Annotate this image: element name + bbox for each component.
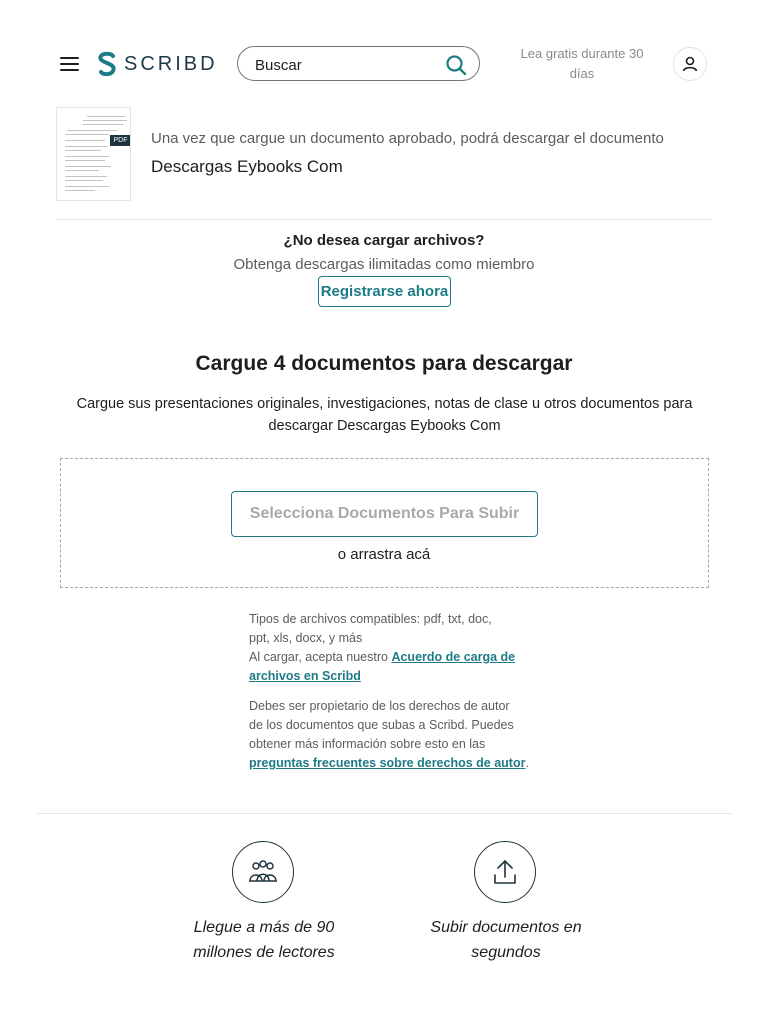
file-types-info <box>249 610 529 686</box>
trial-line-2: días <box>569 66 595 81</box>
free-trial-link[interactable] <box>512 44 652 84</box>
upload-description-line-1: Cargue sus presentaciones originales, investigaciones, notas de clase u otros documentos para <box>76 396 693 412</box>
copyright-line-3: obtener más información sobre esto en las <box>249 737 486 751</box>
search-input[interactable] <box>253 54 437 76</box>
upload-description <box>72 393 697 437</box>
upload-agreement-link-2[interactable]: archivos en Scribd <box>249 669 361 683</box>
drag-here-text: o arrastra acá <box>337 546 431 563</box>
user-icon <box>681 55 699 73</box>
divider <box>57 219 712 220</box>
menu-icon[interactable] <box>58 54 82 76</box>
feature-readers-line-1: Llegue a más de 90 <box>193 919 335 936</box>
file-types-line-1: Tipos de archivos compatibles: pdf, txt, doc, <box>249 612 492 626</box>
copyright-faq-link[interactable]: preguntas frecuentes sobre derechos de autor <box>249 756 526 770</box>
feature-upload-line-2: segundos <box>471 944 541 961</box>
document-title[interactable]: Descargas Eybooks Com <box>151 157 343 176</box>
register-now-button[interactable]: Registrarse ahora <box>318 276 451 307</box>
scribd-logo[interactable] <box>96 50 218 78</box>
upload-agreement-link[interactable]: Acuerdo de carga de <box>391 650 516 664</box>
no-upload-question: ¿No desea cargar archivos? <box>283 232 485 249</box>
document-thumbnail[interactable] <box>57 108 130 200</box>
copyright-suffix: . <box>525 756 529 770</box>
copyright-link-line <box>249 754 529 773</box>
membership-subtitle: Obtenga descargas ilimitadas como miembro <box>233 256 535 273</box>
feature-readers-text <box>164 915 364 965</box>
copyright-line-1: Debes ser propietario de los derechos de autor <box>249 699 510 713</box>
logo-text: SCRIBD <box>124 52 218 75</box>
pdf-badge: PDF <box>110 135 130 146</box>
trial-line-1: Lea gratis durante 30 <box>520 46 644 61</box>
user-account-button[interactable] <box>673 47 707 81</box>
search-icon[interactable] <box>445 54 467 76</box>
agreement-text-2 <box>249 667 529 686</box>
search-box[interactable] <box>237 46 480 81</box>
select-documents-button[interactable]: Selecciona Documentos Para Subir <box>231 491 538 537</box>
scribd-logo-icon <box>96 51 118 77</box>
feature-readers-line-2: millones de lectores <box>193 944 335 961</box>
upload-heading: Cargue 4 documentos para descargar <box>195 352 573 375</box>
document-message: Una vez que cargue un documento aprobado, podrá descargar el documento <box>151 130 664 147</box>
upload-description-line-2: descargar Descargas Eybooks Com <box>268 418 501 434</box>
feature-upload-text <box>406 915 606 965</box>
file-types-line-2: ppt, xls, docx, y más <box>249 631 363 645</box>
agreement-prefix: Al cargar, acepta nuestro <box>249 650 392 664</box>
readers-icon <box>232 841 294 903</box>
divider <box>37 813 732 814</box>
feature-upload-line-1: Subir documentos en <box>430 919 582 936</box>
upload-icon <box>474 841 536 903</box>
copyright-info <box>249 697 529 773</box>
copyright-line-2: de los documentos que subas a Scribd. Puedes <box>249 718 514 732</box>
agreement-text <box>249 648 529 667</box>
